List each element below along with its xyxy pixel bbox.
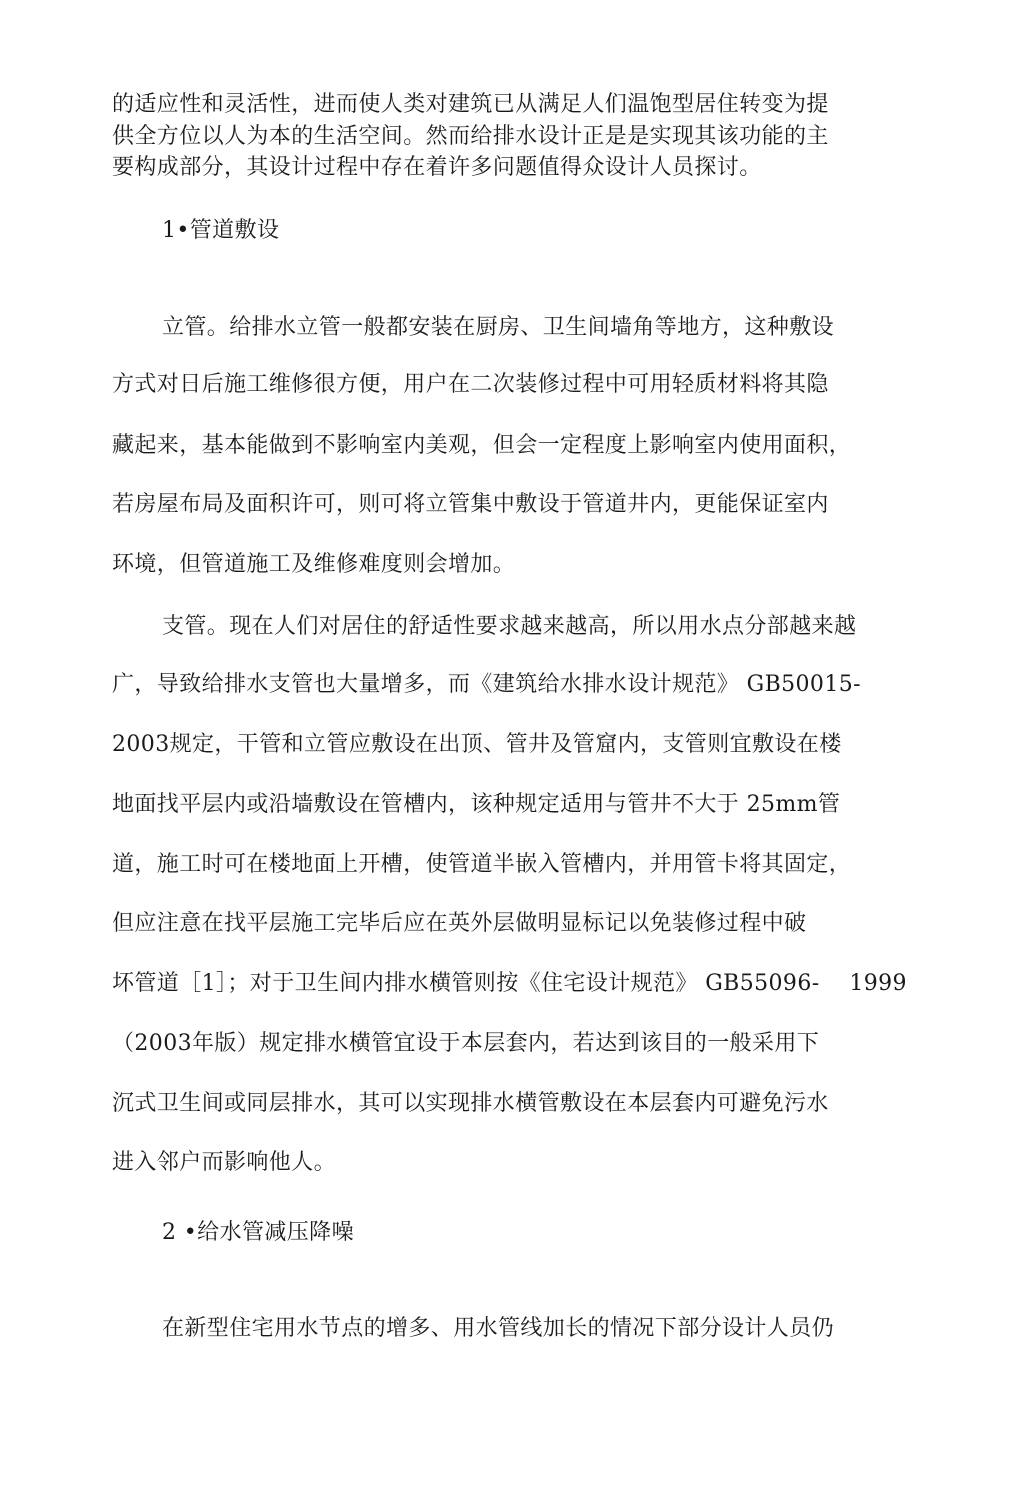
intro-line-2: 供全方位以人为本的生活空间。然而给排水设计正是是实现其该功能的主 xyxy=(112,124,829,149)
branch-line-5: 道，施工时可在楼地面上开槽，使管道半嵌入管槽内，并用管卡将其固定， xyxy=(112,852,852,877)
branch-line-7: 坏管道［1］；对于卫生间内排水横管则按《住宅设计规范》 GB55096- 1999 xyxy=(112,971,907,996)
branch-line-9: 沉式卫生间或同层排水，其可以实现排水横管敷设在本层套内可避免污水 xyxy=(112,1091,829,1116)
branch-line-1: 支管。现在人们对居住的舒适性要求越来越高，所以用水点分部越来越 xyxy=(162,614,857,639)
branch-line-2: 广，导致给排水支管也大量增多，而《建筑给水排水设计规范》 GB50015- xyxy=(112,672,861,697)
branch-line-3: 2003规定，干管和立管应敷设在出顶、管井及管窟内，支管则宜敷设在楼 xyxy=(112,732,842,757)
riser-line-2: 方式对日后施工维修很方便，用户在二次装修过程中可用轻质材料将其隐 xyxy=(112,372,829,397)
branch-line-8: （2003年版）规定排水横管宜设于本层套内，若达到该目的一般采用下 xyxy=(112,1031,820,1056)
branch-line-10: 进入邻户而影响他人。 xyxy=(112,1150,337,1175)
section-2-heading: 2 •给水管减压降噪 xyxy=(162,1220,354,1245)
branch-line-4: 地面找平层内或沿墙敷设在管槽内，该种规定适用与管井不大于 25mm管 xyxy=(112,792,841,817)
branch-line-6: 但应注意在找平层施工完毕后应在英外层做明显标记以免装修过程中破 xyxy=(112,911,807,936)
riser-line-1: 立管。给排水立管一般都安装在厨房、卫生间墙角等地方，这种敷设 xyxy=(162,315,835,340)
intro-line-3: 要构成部分，其设计过程中存在着许多问题值得众设计人员探讨。 xyxy=(112,155,762,180)
riser-line-4: 若房屋布局及面积许可，则可将立管集中敷设于管道井内，更能保证室内 xyxy=(112,492,829,517)
riser-line-3: 藏起来，基本能做到不影响室内美观，但会一定程度上影响室内使用面积， xyxy=(112,433,852,458)
riser-line-5: 环境，但管道施工及维修难度则会增加。 xyxy=(112,552,516,577)
section-2-line-1: 在新型住宅用水节点的增多、用水管线加长的情况下部分设计人员仍 xyxy=(162,1316,835,1341)
intro-line-1: 的适应性和灵活性，进而使人类对建筑已从满足人们温饱型居住转变为提 xyxy=(112,92,829,117)
section-1-heading: 1•管道敷设 xyxy=(162,218,280,243)
